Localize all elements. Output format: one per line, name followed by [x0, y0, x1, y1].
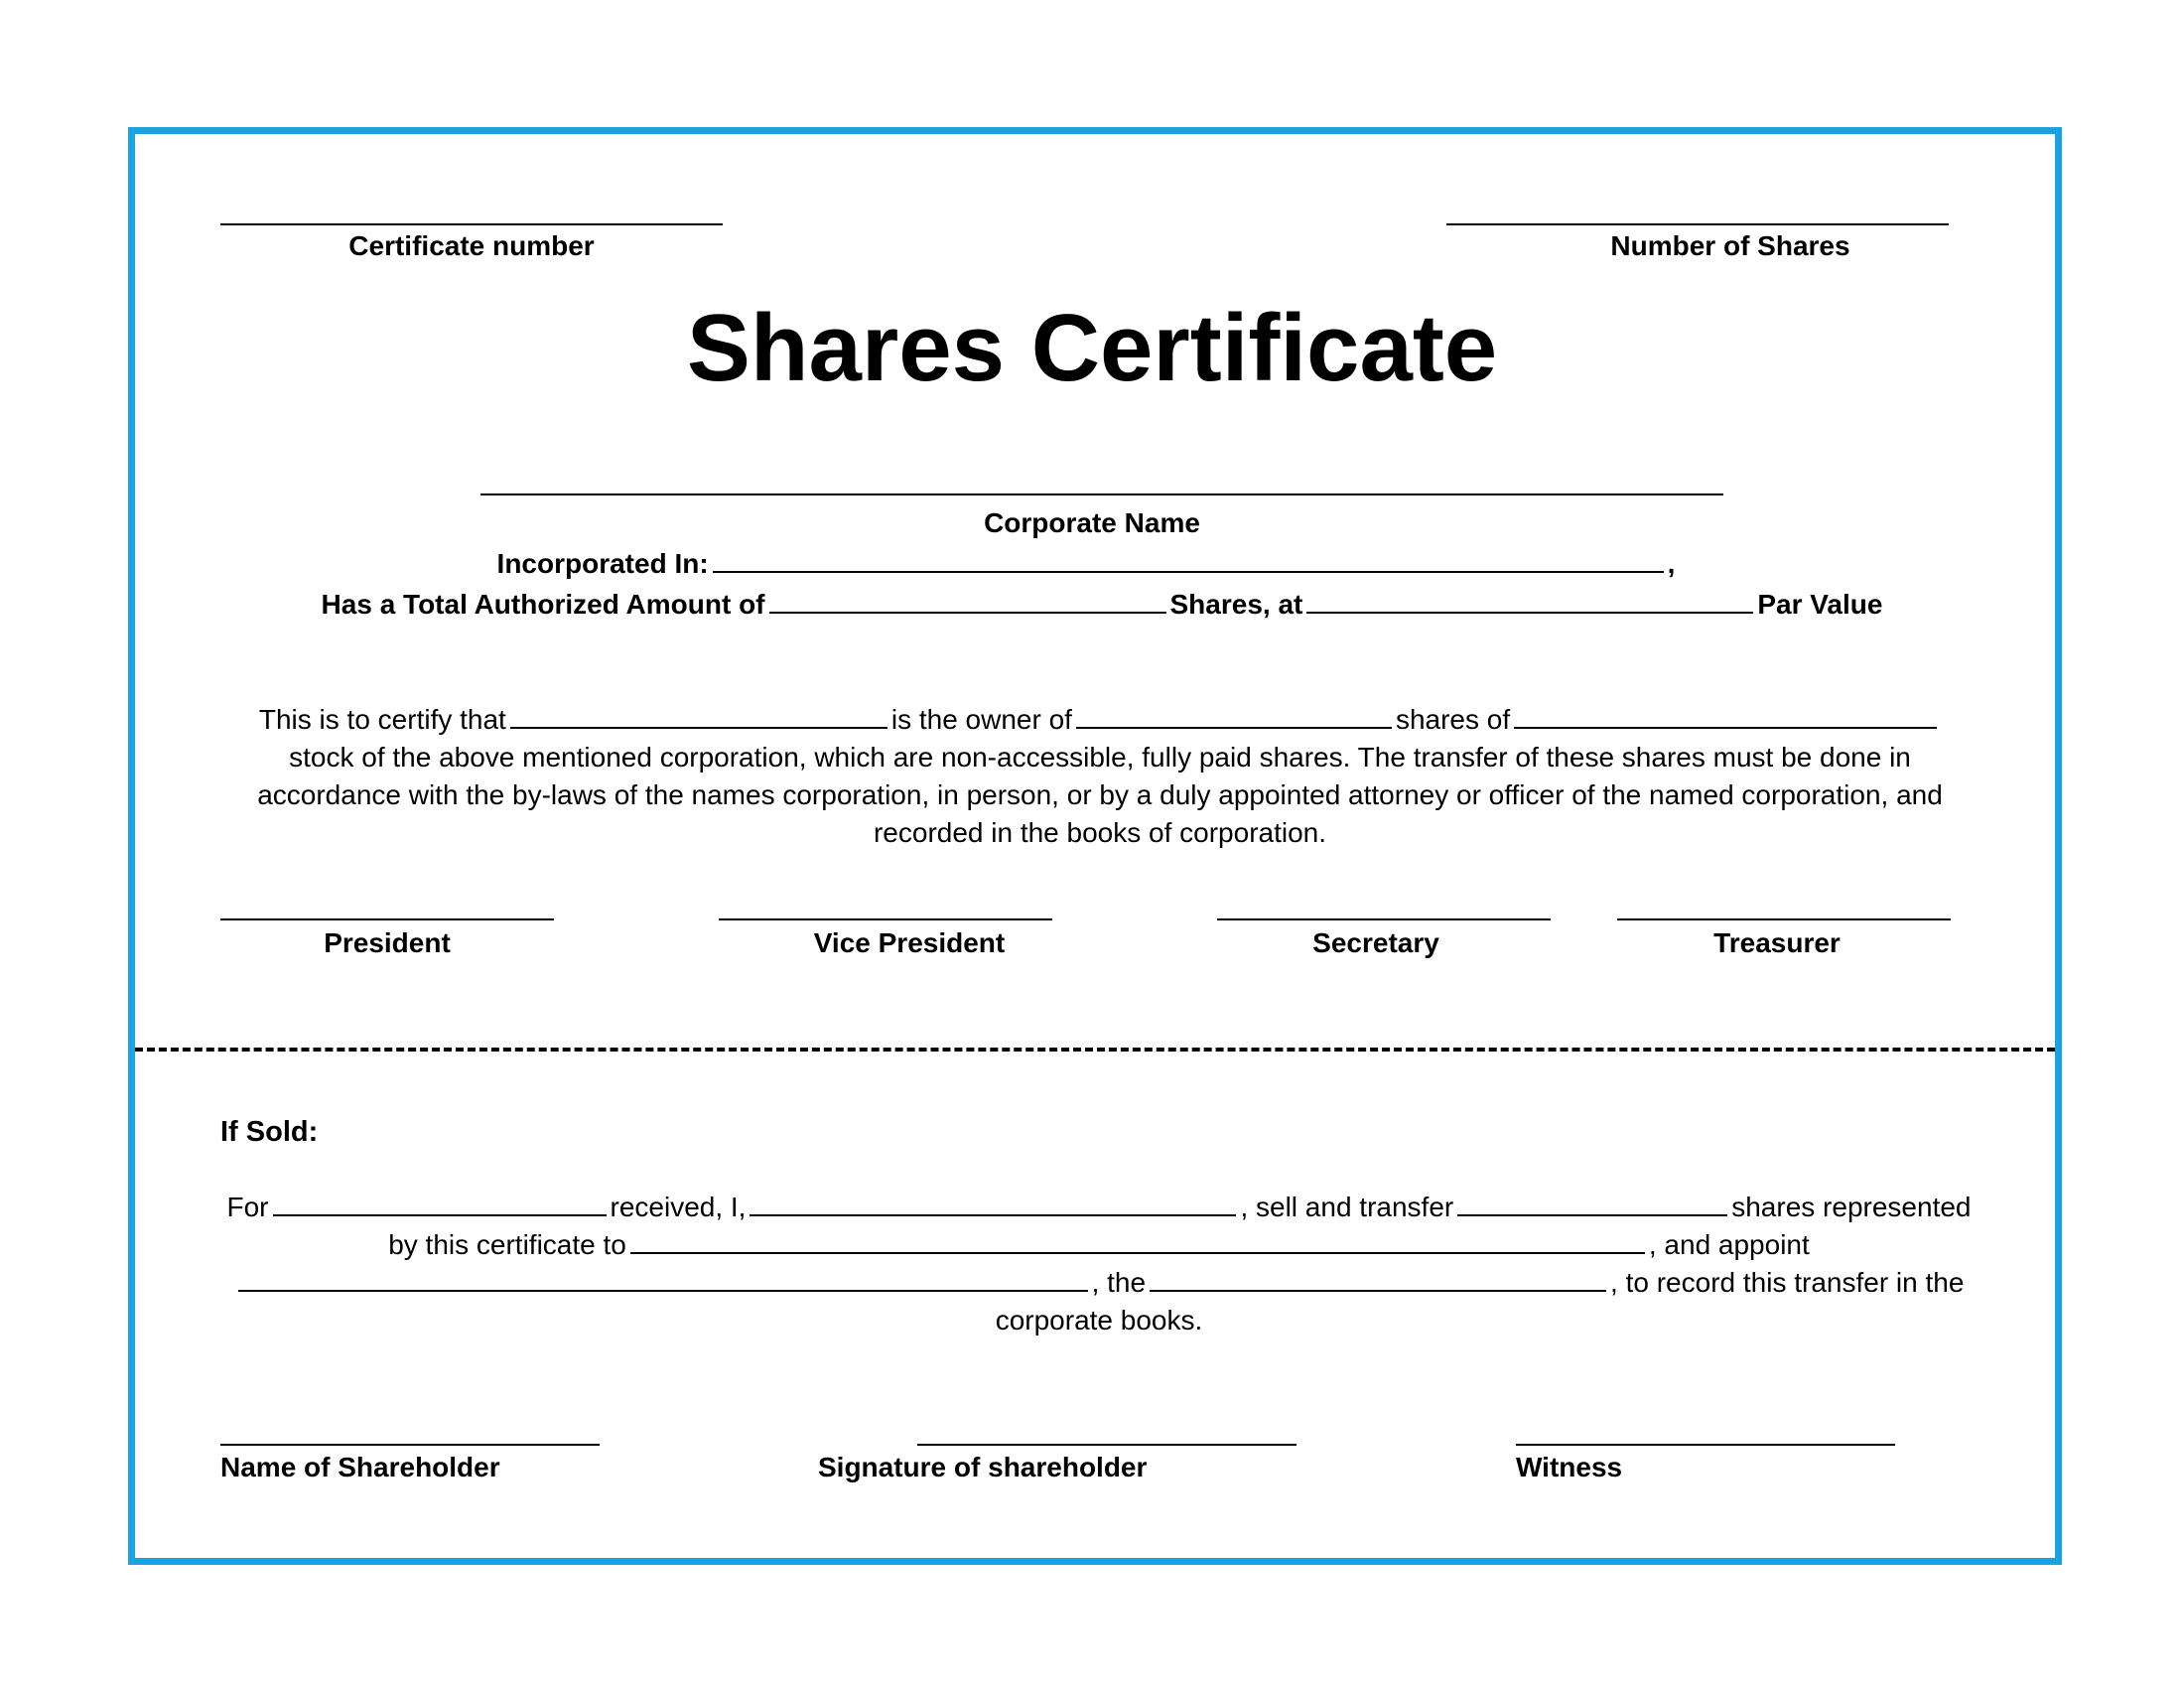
vice-president-signature-line[interactable] — [719, 918, 1052, 920]
certify-text-4: stock of the above mentioned corporation, which are non-accessible, fully paid shares. The transfer of these shares must be done in accordance with the by-laws of the names corporation, in person, or by a duly appointed attorney or officer of the named corporation, and recorded in the books of corporation. — [257, 742, 1943, 848]
name-of-shareholder-label: Name of Shareholder — [220, 1452, 500, 1482]
certificate-number-line[interactable] — [220, 223, 723, 225]
sold-paragraph — [220, 1189, 1978, 1339]
incorporated-in-comma: , — [1667, 548, 1676, 579]
owned-shares-field[interactable] — [1076, 701, 1392, 729]
owner-name-field[interactable] — [510, 701, 887, 729]
transfer-shares-field[interactable] — [1457, 1189, 1727, 1216]
number-of-shares-line[interactable] — [1446, 223, 1949, 225]
certify-text-1: This is to certify that — [258, 704, 506, 735]
witness-signature-line[interactable] — [1516, 1444, 1895, 1446]
seller-name-field[interactable] — [750, 1189, 1236, 1216]
sold-text-3: , sell and transfer — [1240, 1192, 1454, 1222]
sold-text-7: , to record this transfer in the corporate books. — [995, 1267, 1965, 1336]
sold-text-6: , the — [1091, 1267, 1147, 1298]
page-title: Shares Certificate — [686, 295, 1498, 401]
certify-text-2: is the owner of — [890, 704, 1072, 735]
incorporated-in-label: Incorporated In: — [496, 548, 709, 579]
secretary-signature-line[interactable] — [1217, 918, 1551, 920]
stock-class-field[interactable] — [1514, 701, 1937, 729]
authorized-shares-at: Shares, at — [1169, 589, 1303, 620]
certify-text-3: shares of — [1395, 704, 1511, 735]
cut-line-divider — [135, 1048, 2055, 1052]
if-sold-heading: If Sold: — [220, 1116, 319, 1148]
sold-text-2: received, I, — [610, 1192, 747, 1222]
sold-text-4: shares represented by this certificate to — [388, 1192, 1972, 1260]
number-of-shares-label: Number of Shares — [1610, 230, 1850, 261]
corporate-name-line[interactable] — [480, 493, 1723, 495]
certify-paragraph — [230, 701, 1970, 852]
incorporated-in-row — [0, 545, 2178, 583]
appointee-field[interactable] — [238, 1264, 1088, 1292]
authorized-amount-field[interactable] — [769, 586, 1166, 614]
shareholder-name-line[interactable] — [220, 1444, 600, 1446]
witness-label: Witness — [1516, 1452, 1623, 1482]
treasurer-signature-line[interactable] — [1617, 918, 1951, 920]
sold-text-5: , and appoint — [1648, 1229, 1810, 1260]
treasurer-label: Treasurer — [1713, 927, 1841, 958]
transferee-field[interactable] — [630, 1226, 1645, 1254]
secretary-label: Secretary — [1312, 927, 1439, 958]
certificate-number-label: Certificate number — [348, 230, 595, 261]
sold-text-1: For — [226, 1192, 269, 1222]
authorized-amount-prefix: Has a Total Authorized Amount of — [321, 589, 765, 620]
president-signature-line[interactable] — [220, 918, 554, 920]
consideration-field[interactable] — [273, 1189, 607, 1216]
par-value-label: Par Value — [1757, 589, 1883, 620]
appointee-title-field[interactable] — [1150, 1264, 1606, 1292]
incorporated-in-field[interactable] — [713, 545, 1664, 573]
corporate-name-label: Corporate Name — [984, 507, 1200, 538]
authorized-amount-row — [10, 586, 2184, 624]
president-label: President — [324, 927, 451, 958]
vice-president-label: Vice President — [813, 927, 1006, 958]
par-value-field[interactable] — [1306, 586, 1753, 614]
signature-of-shareholder-label: Signature of shareholder — [818, 1452, 1148, 1482]
shareholder-signature-line[interactable] — [917, 1444, 1297, 1446]
